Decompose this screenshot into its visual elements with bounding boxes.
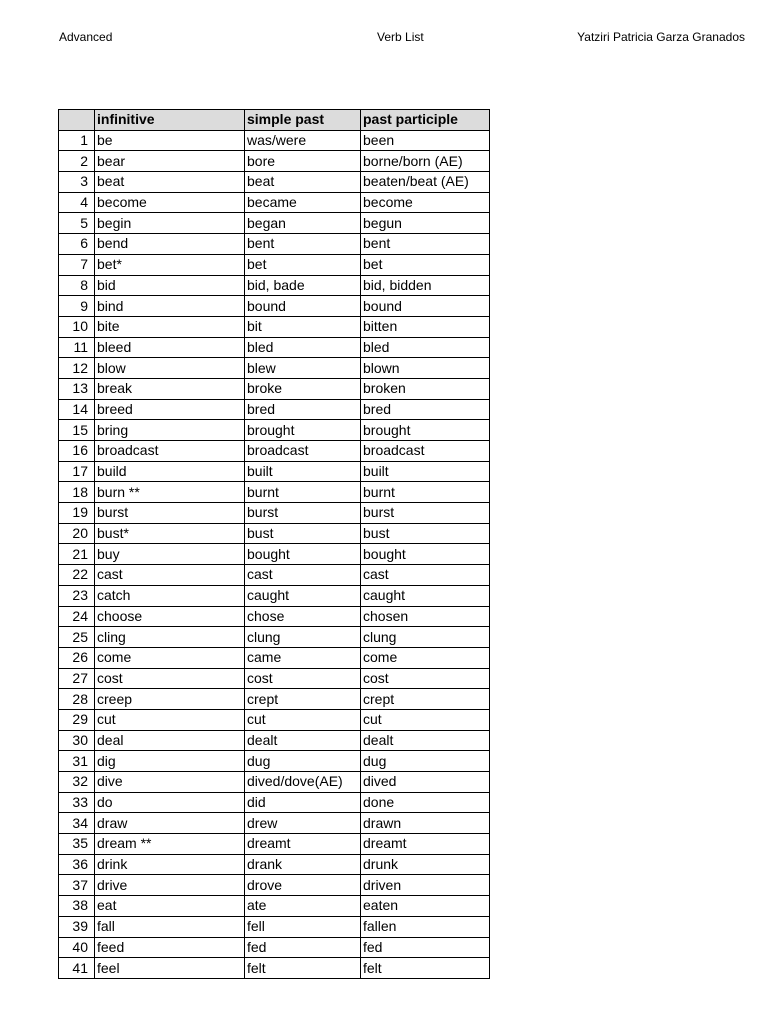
cell-simple-past: built (245, 461, 361, 482)
cell-simple-past: bled (245, 337, 361, 358)
cell-simple-past: bust (245, 523, 361, 544)
cell-number: 31 (59, 751, 95, 772)
cell-infinitive: begin (95, 213, 245, 234)
cell-simple-past: was/were (245, 130, 361, 151)
cell-simple-past: drank (245, 854, 361, 875)
cell-past-participle: come (361, 647, 490, 668)
table-row (59, 730, 490, 751)
cell-number: 9 (59, 296, 95, 317)
cell-simple-past: bent (245, 234, 361, 255)
verb-table-header (59, 110, 490, 131)
cell-infinitive: dream ** (95, 834, 245, 855)
cell-number: 36 (59, 854, 95, 875)
cell-infinitive: bid (95, 275, 245, 296)
cell-simple-past: felt (245, 958, 361, 979)
table-row (59, 937, 490, 958)
table-row (59, 544, 490, 565)
table-row (59, 896, 490, 917)
cell-number: 40 (59, 937, 95, 958)
column-header-number (59, 110, 95, 131)
cell-infinitive: do (95, 792, 245, 813)
table-row (59, 275, 490, 296)
verb-table (58, 109, 490, 979)
table-row (59, 254, 490, 275)
cell-infinitive: cut (95, 709, 245, 730)
cell-simple-past: began (245, 213, 361, 234)
cell-past-participle: become (361, 192, 490, 213)
cell-simple-past: ate (245, 896, 361, 917)
cell-number: 26 (59, 647, 95, 668)
cell-simple-past: bought (245, 544, 361, 565)
cell-simple-past: chose (245, 606, 361, 627)
cell-number: 5 (59, 213, 95, 234)
cell-past-participle: begun (361, 213, 490, 234)
table-row (59, 441, 490, 462)
cell-number: 35 (59, 834, 95, 855)
cell-number: 23 (59, 585, 95, 606)
cell-infinitive: build (95, 461, 245, 482)
cell-infinitive: cost (95, 668, 245, 689)
table-row (59, 130, 490, 151)
cell-number: 28 (59, 689, 95, 710)
table-row (59, 813, 490, 834)
table-row (59, 482, 490, 503)
table-row (59, 627, 490, 648)
cell-number: 10 (59, 316, 95, 337)
table-row (59, 875, 490, 896)
cell-infinitive: dig (95, 751, 245, 772)
cell-simple-past: fell (245, 916, 361, 937)
cell-number: 21 (59, 544, 95, 565)
cell-past-participle: drawn (361, 813, 490, 834)
cell-simple-past: drove (245, 875, 361, 896)
cell-past-participle: bred (361, 399, 490, 420)
cell-simple-past: brought (245, 420, 361, 441)
cell-simple-past: cost (245, 668, 361, 689)
cell-infinitive: break (95, 378, 245, 399)
table-row (59, 378, 490, 399)
cell-past-participle: burnt (361, 482, 490, 503)
cell-past-participle: cut (361, 709, 490, 730)
cell-infinitive: bite (95, 316, 245, 337)
cell-past-participle: caught (361, 585, 490, 606)
cell-infinitive: drink (95, 854, 245, 875)
cell-past-participle: bled (361, 337, 490, 358)
cell-simple-past: bet (245, 254, 361, 275)
cell-infinitive: cast (95, 565, 245, 586)
cell-past-participle: bet (361, 254, 490, 275)
table-row (59, 461, 490, 482)
cell-infinitive: drive (95, 875, 245, 896)
cell-simple-past: dived/dove(AE) (245, 772, 361, 793)
table-row (59, 420, 490, 441)
cell-number: 18 (59, 482, 95, 503)
table-row (59, 772, 490, 793)
cell-simple-past: caught (245, 585, 361, 606)
cell-infinitive: beat (95, 172, 245, 193)
cell-infinitive: feel (95, 958, 245, 979)
cell-simple-past: dealt (245, 730, 361, 751)
cell-simple-past: drew (245, 813, 361, 834)
cell-simple-past: dreamt (245, 834, 361, 855)
cell-simple-past: burst (245, 503, 361, 524)
cell-past-participle: dreamt (361, 834, 490, 855)
cell-number: 6 (59, 234, 95, 255)
cell-number: 37 (59, 875, 95, 896)
header-title: Verb List (377, 30, 424, 44)
cell-past-participle: brought (361, 420, 490, 441)
cell-infinitive: bust* (95, 523, 245, 544)
cell-past-participle: bust (361, 523, 490, 544)
cell-infinitive: catch (95, 585, 245, 606)
cell-infinitive: come (95, 647, 245, 668)
cell-infinitive: bear (95, 151, 245, 172)
cell-simple-past: became (245, 192, 361, 213)
cell-past-participle: burst (361, 503, 490, 524)
verb-table-body (59, 130, 490, 978)
cell-number: 27 (59, 668, 95, 689)
table-row (59, 709, 490, 730)
header-author: Yatziri Patricia Garza Granados (577, 30, 745, 44)
cell-simple-past: crept (245, 689, 361, 710)
cell-number: 2 (59, 151, 95, 172)
cell-past-participle: broadcast (361, 441, 490, 462)
cell-simple-past: broadcast (245, 441, 361, 462)
cell-simple-past: broke (245, 378, 361, 399)
table-row (59, 151, 490, 172)
cell-number: 7 (59, 254, 95, 275)
cell-simple-past: bid, bade (245, 275, 361, 296)
cell-past-participle: fed (361, 937, 490, 958)
cell-past-participle: eaten (361, 896, 490, 917)
cell-infinitive: blow (95, 358, 245, 379)
table-row (59, 337, 490, 358)
cell-number: 30 (59, 730, 95, 751)
cell-number: 25 (59, 627, 95, 648)
cell-past-participle: cost (361, 668, 490, 689)
table-row (59, 689, 490, 710)
cell-number: 39 (59, 916, 95, 937)
header-row (59, 110, 490, 131)
cell-simple-past: bred (245, 399, 361, 420)
table-row (59, 958, 490, 979)
cell-past-participle: felt (361, 958, 490, 979)
table-row (59, 916, 490, 937)
cell-infinitive: bend (95, 234, 245, 255)
cell-simple-past: beat (245, 172, 361, 193)
cell-number: 4 (59, 192, 95, 213)
cell-infinitive: burst (95, 503, 245, 524)
cell-infinitive: fall (95, 916, 245, 937)
cell-number: 15 (59, 420, 95, 441)
cell-past-participle: crept (361, 689, 490, 710)
cell-simple-past: did (245, 792, 361, 813)
table-row (59, 296, 490, 317)
cell-simple-past: blew (245, 358, 361, 379)
cell-past-participle: bought (361, 544, 490, 565)
page-header (0, 30, 768, 46)
cell-number: 24 (59, 606, 95, 627)
cell-past-participle: dealt (361, 730, 490, 751)
cell-number: 22 (59, 565, 95, 586)
cell-infinitive: bet* (95, 254, 245, 275)
table-row (59, 316, 490, 337)
table-row (59, 172, 490, 193)
cell-past-participle: beaten/beat (AE) (361, 172, 490, 193)
table-row (59, 854, 490, 875)
cell-simple-past: cut (245, 709, 361, 730)
cell-past-participle: cast (361, 565, 490, 586)
cell-past-participle: borne/born (AE) (361, 151, 490, 172)
cell-infinitive: breed (95, 399, 245, 420)
column-header-simple-past: simple past (245, 110, 361, 131)
cell-number: 20 (59, 523, 95, 544)
cell-number: 8 (59, 275, 95, 296)
cell-past-participle: bid, bidden (361, 275, 490, 296)
cell-number: 19 (59, 503, 95, 524)
cell-infinitive: bring (95, 420, 245, 441)
table-row (59, 668, 490, 689)
cell-infinitive: cling (95, 627, 245, 648)
table-row (59, 399, 490, 420)
cell-past-participle: clung (361, 627, 490, 648)
table-row (59, 503, 490, 524)
table-row (59, 234, 490, 255)
table-row (59, 523, 490, 544)
cell-past-participle: bitten (361, 316, 490, 337)
cell-number: 13 (59, 378, 95, 399)
cell-simple-past: bit (245, 316, 361, 337)
column-header-past-participle: past participle (361, 110, 490, 131)
cell-number: 41 (59, 958, 95, 979)
cell-simple-past: dug (245, 751, 361, 772)
cell-past-participle: been (361, 130, 490, 151)
cell-number: 1 (59, 130, 95, 151)
cell-simple-past: came (245, 647, 361, 668)
cell-simple-past: bore (245, 151, 361, 172)
cell-simple-past: bound (245, 296, 361, 317)
cell-past-participle: drunk (361, 854, 490, 875)
cell-infinitive: bind (95, 296, 245, 317)
table-row (59, 751, 490, 772)
table-row (59, 834, 490, 855)
cell-number: 32 (59, 772, 95, 793)
cell-past-participle: bent (361, 234, 490, 255)
cell-number: 38 (59, 896, 95, 917)
table-row (59, 585, 490, 606)
cell-infinitive: buy (95, 544, 245, 565)
cell-number: 34 (59, 813, 95, 834)
cell-infinitive: be (95, 130, 245, 151)
cell-number: 11 (59, 337, 95, 358)
cell-infinitive: eat (95, 896, 245, 917)
table-row (59, 606, 490, 627)
cell-past-participle: dug (361, 751, 490, 772)
table-row (59, 647, 490, 668)
table-row (59, 792, 490, 813)
cell-number: 17 (59, 461, 95, 482)
cell-past-participle: blown (361, 358, 490, 379)
cell-infinitive: deal (95, 730, 245, 751)
cell-infinitive: dive (95, 772, 245, 793)
cell-simple-past: cast (245, 565, 361, 586)
cell-infinitive: become (95, 192, 245, 213)
cell-number: 12 (59, 358, 95, 379)
cell-infinitive: draw (95, 813, 245, 834)
cell-simple-past: burnt (245, 482, 361, 503)
cell-past-participle: done (361, 792, 490, 813)
cell-past-participle: chosen (361, 606, 490, 627)
table-row (59, 358, 490, 379)
table-row (59, 565, 490, 586)
cell-number: 3 (59, 172, 95, 193)
cell-past-participle: bound (361, 296, 490, 317)
cell-infinitive: feed (95, 937, 245, 958)
column-header-infinitive: infinitive (95, 110, 245, 131)
cell-past-participle: built (361, 461, 490, 482)
cell-infinitive: broadcast (95, 441, 245, 462)
cell-infinitive: burn ** (95, 482, 245, 503)
cell-number: 29 (59, 709, 95, 730)
cell-number: 33 (59, 792, 95, 813)
cell-past-participle: fallen (361, 916, 490, 937)
cell-past-participle: broken (361, 378, 490, 399)
cell-number: 14 (59, 399, 95, 420)
cell-infinitive: creep (95, 689, 245, 710)
cell-past-participle: driven (361, 875, 490, 896)
cell-infinitive: bleed (95, 337, 245, 358)
table-row (59, 192, 490, 213)
header-level: Advanced (59, 30, 113, 44)
cell-simple-past: fed (245, 937, 361, 958)
cell-past-participle: dived (361, 772, 490, 793)
table-row (59, 213, 490, 234)
cell-simple-past: clung (245, 627, 361, 648)
cell-infinitive: choose (95, 606, 245, 627)
cell-number: 16 (59, 441, 95, 462)
